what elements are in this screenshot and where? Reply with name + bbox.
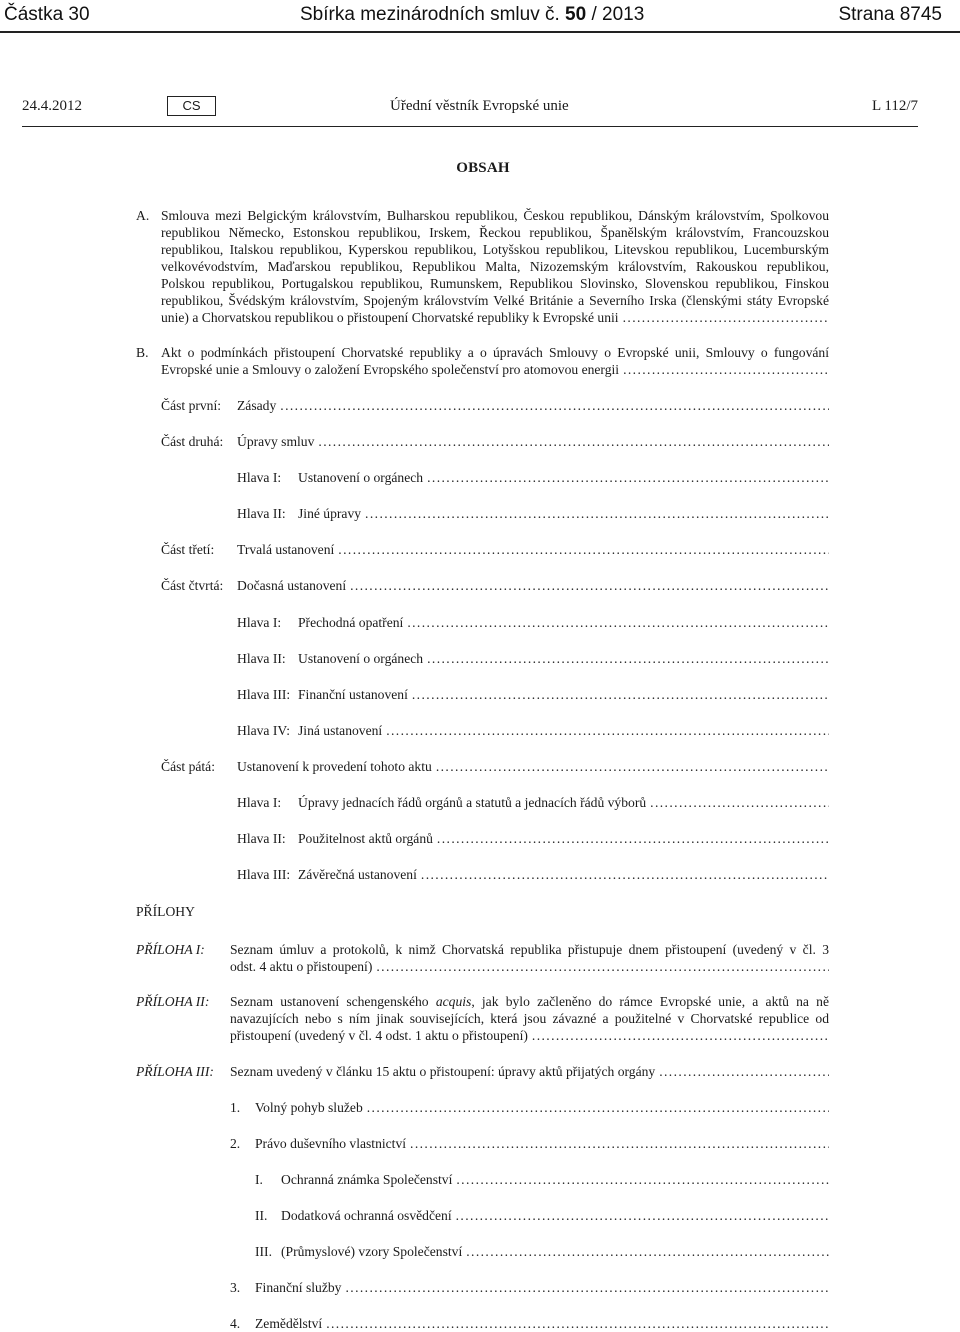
issue-part: Částka 30 [4,4,90,25]
dot-leader [376,958,829,975]
header-divider [0,31,960,33]
dot-leader [650,794,829,811]
toc-entry-part-2[interactable]: Úpravy smluv . . . [237,433,829,450]
dot-leader [427,469,829,486]
section-b-label: B. [136,345,149,360]
part-2-title-2-label: Hlava II: [237,506,286,521]
annex-item-num: 4. [230,1316,241,1331]
dot-leader [280,397,829,414]
toc-entry-annex-subitem[interactable]: (Průmyslové) vzory Společenství . . . [281,1243,829,1260]
contents-heading: OBSAH [456,160,510,176]
annex-item-num: 3. [230,1280,241,1295]
toc-entry-annex-item[interactable]: Volný pohyb služeb . . . [255,1099,829,1116]
dot-leader [456,1171,829,1188]
dot-leader [367,1099,829,1116]
annex-item-num: 2. [230,1136,241,1151]
part-5-title-1-label: Hlava I: [237,795,282,810]
dot-leader [410,1135,829,1152]
toc-entry-part-2-title-1[interactable]: Ustanovení o orgánech . . . [298,469,829,486]
toc-entry-part-4-title-3[interactable]: Finanční ustanovení . . . [298,686,829,703]
oj-reference: L 112/7 [872,98,918,114]
section-a-text: Smlouva mezi Belgickým královstvím, Bulharskou republikou, Českou republikou, Dánským královstvím, Spolkovou republikou Německo, Estonskou republikou, Irskem, Řeckou republikou, Španělským královstvím, Francouzskou republikou, Italskou republikou, Kyperskou republikou, Lotyšskou republikou, Litevskou republikou, Lucemburským velkovévodstvím, Maďarskou republikou, Republikou Malta, Nizozemským královstvím, Rakouskou republikou, Polskou republikou, Portugalskou republikou, Rumunskem, Republikou Slovinsko, Slovenskou republikou, Finskou republikou, Švédským královstvím, Spojeným královstvím Velké Británie a Severního Irska (členskými státy Evropské [161,208,829,309]
toc-entry-annex-item[interactable]: Zemědělství . . . [255,1315,829,1332]
journal-title: Sbírka mezinárodních smluv č. 50 / 2013 [300,4,645,25]
dot-leader [421,866,829,883]
toc-entry-part-5-title-3[interactable]: Závěrečná ustanovení . . . [298,866,829,883]
dot-leader [407,614,829,631]
dot-leader [466,1243,829,1260]
dot-leader [350,577,829,594]
toc-entry-annex-3[interactable]: Seznam uvedený v článku 15 aktu o přistoupení: úpravy aktů přijatých orgány . . . [230,1063,829,1080]
dot-leader [326,1315,829,1332]
part-5-title-2-label: Hlava II: [237,831,286,846]
dot-leader [338,541,829,558]
annex-subitem-num: I. [255,1172,263,1187]
part-1-label: Část první: [161,398,222,413]
toc-entry-part-5-title-2[interactable]: Použitelnost aktů orgánů . . . [298,830,829,847]
annexes-heading: PŘÍLOHY [136,904,195,919]
part-4-label: Část čtvrtá: [161,578,224,593]
part-5-title-3-label: Hlava III: [237,867,291,882]
part-5-label: Část pátá: [161,759,215,774]
toc-entry-annex-subitem[interactable]: Ochranná známka Společenství . . . [281,1171,829,1188]
dot-leader [437,830,829,847]
dot-leader [659,1063,829,1080]
toc-entry-annex-item[interactable]: Právo duševního vlastnictví . . . [255,1135,829,1152]
part-4-title-4-label: Hlava IV: [237,723,290,738]
toc-entry-part-2-title-2[interactable]: Jiné úpravy . . . [298,505,829,522]
part-4-title-1-label: Hlava I: [237,615,282,630]
dot-leader [623,361,829,378]
dot-leader [412,686,829,703]
annex-2-text: Seznam ustanovení schengenského acquis, jak bylo začleněno do rámce Evropské unie, a aktů na ně navazujících nebo s ním jinak souvisejících, která jsou závazné a použitelné v Chorvatské republice od [230,994,829,1027]
section-b-text: Akt o podmínkách přistoupení Chorvatské republiky a o úpravách Smlouvy o Evropské unii, Smlouvy o fungování [161,345,829,360]
dot-leader [345,1279,829,1296]
part-4-title-2-label: Hlava II: [237,651,286,666]
oj-title: Úřední věstník Evropské unie [390,98,569,114]
dot-leader [623,309,829,326]
page-number: Strana 8745 [838,4,942,25]
toc-entry-annex-1[interactable]: odst. 4 aktu o přistoupení) . . . [230,958,829,975]
annex-3-label: PŘÍLOHA III: [136,1064,214,1079]
toc-entry-annex-subitem[interactable]: Dodatková ochranná osvědčení . . . [281,1207,829,1224]
toc-entry-part-4-title-1[interactable]: Přechodná opatření . . . [298,614,829,631]
annex-subitem-num: II. [255,1208,268,1223]
annex-1-text: Seznam úmluv a protokolů, k nimž Chorvatská republika přistupuje dnem přistoupení (uvedený v čl. 3 [230,942,829,957]
part-3-label: Část třetí: [161,542,215,557]
toc-entry-part-5-title-1[interactable]: Úpravy jednacích řádů orgánů a statutů a jednacích řádů výborů . . . [298,794,829,811]
annex-item-num: 1. [230,1100,241,1115]
dot-leader [386,722,829,739]
toc-entry-part-5[interactable]: Ustanovení k provedení tohoto aktu . . . [237,758,829,775]
part-4-title-3-label: Hlava III: [237,687,291,702]
part-2-label: Část druhá: [161,434,224,449]
section-a-label: A. [136,208,150,223]
oj-date: 24.4.2012 [22,98,82,114]
dot-leader [427,650,829,667]
toc-entry-section-a[interactable]: unie) a Chorvatskou republikou o přistoupení Chorvatské republiky k Evropské unii . . . [161,309,829,326]
toc-entry-part-4-title-2[interactable]: Ustanovení o orgánech . . . [298,650,829,667]
dot-leader [318,433,829,450]
language-badge: CS [167,96,216,116]
toc-entry-part-3[interactable]: Trvalá ustanovení . . . [237,541,829,558]
toc-entry-section-b[interactable]: Evropské unie a Smlouvy o založení Evropského společenství pro atomovou energii . . . [161,361,829,378]
toc-entry-part-4-title-4[interactable]: Jiná ustanovení . . . [298,722,829,739]
dot-leader [532,1027,829,1044]
toc-entry-annex-2[interactable]: přistoupení (uvedený v čl. 4 odst. 1 aktu o přistoupení) . . . [230,1027,829,1044]
part-2-title-1-label: Hlava I: [237,470,282,485]
dot-leader [365,505,829,522]
toc-entry-part-4[interactable]: Dočasná ustanovení . . . [237,577,829,594]
dot-leader [456,1207,829,1224]
toc-entry-annex-item[interactable]: Finanční služby . . . [255,1279,829,1296]
dot-leader [436,758,829,775]
page-header [0,0,960,32]
annex-subitem-num: III. [255,1244,272,1259]
annex-2-label: PŘÍLOHA II: [136,994,210,1009]
oj-divider [22,126,918,127]
annex-1-label: PŘÍLOHA I: [136,942,205,957]
toc-entry-part-1[interactable]: Zásady . . . [237,397,829,414]
